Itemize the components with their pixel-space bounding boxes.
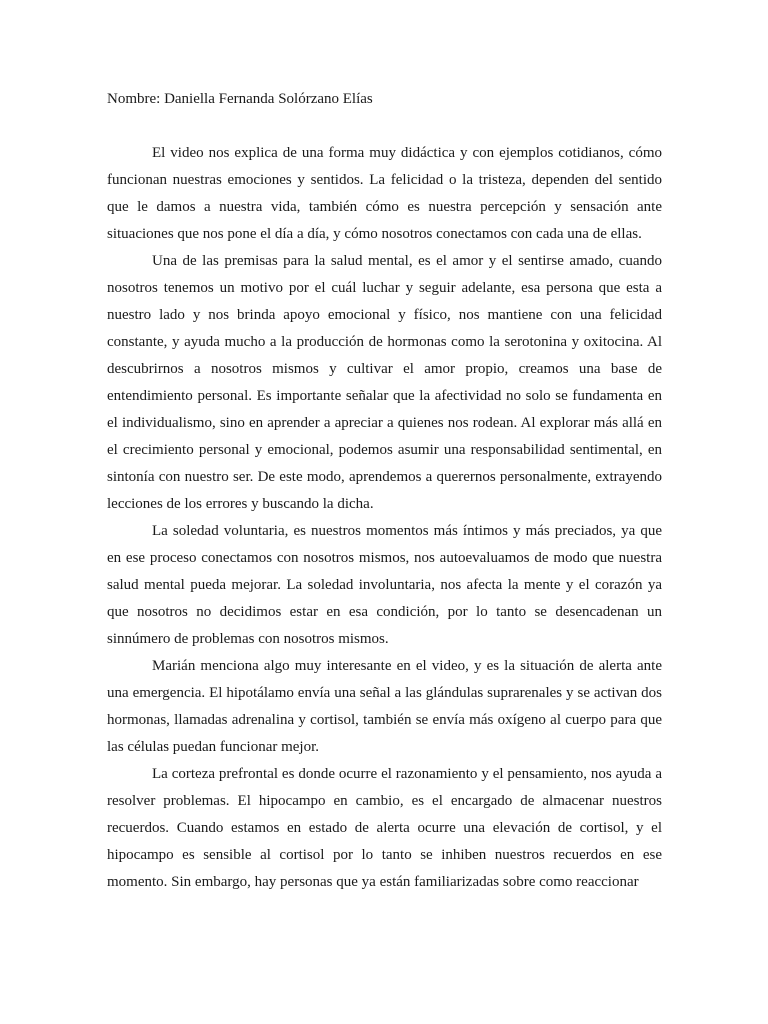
paragraph-cortex: La corteza prefrontal es donde ocurre el razonamiento y el pensamiento, nos ayuda a resolver problemas. El hipocampo en cambio, es el encargado de almacenar nuestros recuerdos. Cuando estamos en estado de alerta ocurre una elevación de cortisol, y el hipocampo es sensible al cortisol por lo tanto se inhiben nuestros recuerdos en ese momento. Sin embargo, hay personas que ya están familiarizadas sobre como reaccionar xyxy=(107,766,662,890)
paragraph-solitude: La soledad voluntaria, es nuestros momentos más íntimos y más preciados, ya que en ese proceso conectamos con nosotros mismos, nos autoevaluamos de modo que nuestra salud mental pueda mejorar. La soledad involuntaria, nos afecta la mente y el corazón ya que nosotros no decidimos estar en esa condición, por lo tanto se desencadenan un sinnúmero de problemas con nosotros mismos. xyxy=(107,523,662,647)
author-name-line: Nombre: Daniella Fernanda Solórzano Elías xyxy=(107,91,373,107)
paragraph-love: Una de las premisas para la salud mental, es el amor y el sentirse amado, cuando nosotros tenemos un motivo por el cuál luchar y seguir adelante, esa persona que esta a nuestro lado y nos brinda apoyo emocional y físico, nos mantiene con una felicidad constante, y ayuda mucho a la producción de hormonas como la serotonina y oxitocina. Al descubrirnos a nosotros mismos y cultivar el amor propio, creamos una base de entendimiento personal. Es importante señalar que la afectividad no solo se fundamenta en el individualismo, sino en aprender a apreciar a quienes nos rodean. Al explorar más allá en el crecimiento personal y emocional, podemos asumir una responsabilidad sentimental, en sintonía con nuestro ser. De este modo, aprendemos a querernos personalmente, extrayendo lecciones de los errores y buscando la dicha. xyxy=(107,253,662,512)
paragraph-intro: El video nos explica de una forma muy didáctica y con ejemplos cotidianos, cómo funcionan nuestras emociones y sentidos. La felicidad o la tristeza, dependen del sentido que le damos a nuestra vida, también cómo es nuestra percepción y sensación ante situaciones que nos pone el día a día, y cómo nosotros conectamos con cada una de ellas. xyxy=(107,145,662,242)
paragraph-alert: Marián menciona algo muy interesante en el video, y es la situación de alerta ante una emergencia. El hipotálamo envía una señal a las glándulas suprarenales y se activan dos hormonas, llamadas adrenalina y cortisol, también se envía más oxígeno al cuerpo para que las células puedan funcionar mejor. xyxy=(107,658,662,755)
